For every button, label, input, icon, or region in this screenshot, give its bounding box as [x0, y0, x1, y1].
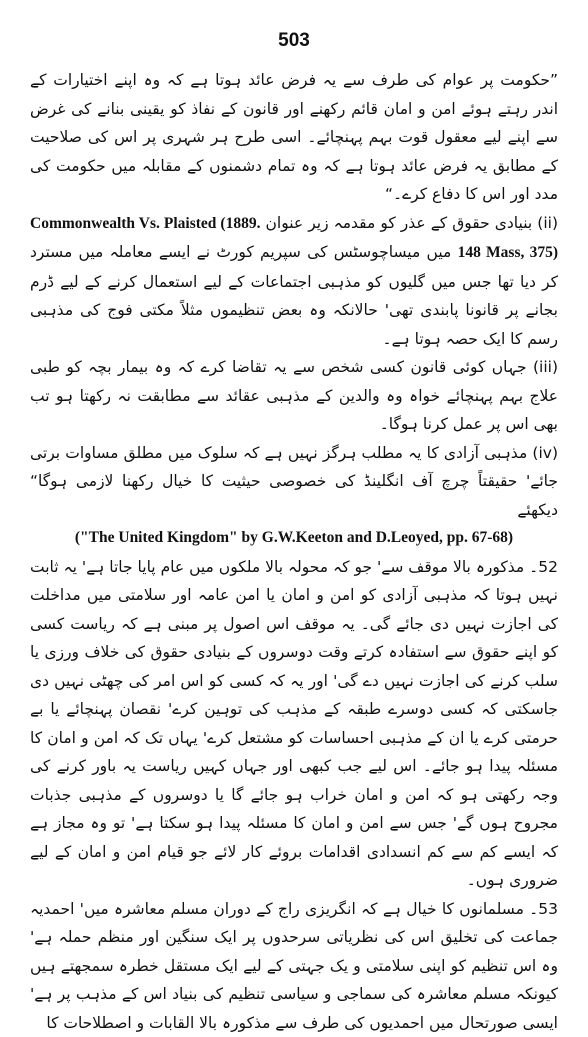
- paragraph-iv: (iv) مذہبی آزادی کا یہ مطلب ہرگز نہیں ہے کہ سلوک میں مطلق مساوات برتی جائے' حقیقتاً چرچ آف انگلینڈ کی خصوصی حیثیت کا خیال رکھنا لازمی ہوگا“ دیکھئے: [30, 439, 558, 525]
- paragraph-53: 53۔ مسلمانوں کا خیال ہے کہ انگریزی راج کے دوران مسلم معاشرہ میں' احمدیہ جماعت کی تخلیق اس کی نظریاتی سرحدوں پر ایک سنگین اور منظم حملہ ہے' وہ اس تنظیم کو اپنی سلامتی و یک جہتی کے لیے ایک مستقل خطرہ سمجھتے ہیں کیونکہ مسلم معاشرہ کی سماجی و سیاسی تنظیم کی بنیاد اس کے مذہب پر ہے' ایسی صورتحال میں احمدیوں کی طرف سے مذکورہ بالا القابات و اصطلاحات کا: [30, 895, 558, 1037]
- paragraph-52: 52۔ مذکورہ بالا موقف سے' جو کہ محولہ بالا ملکوں میں عام پایا جاتا ہے' یہ ثابت نہیں ہوتا کہ مذہبی آزادی کو امن و امان یا امن عامہ اور سلامتی میں مداخلت کی اجازت نہیں دی جائے گی۔ یہ موقف اس اصول پر مبنی ہے کہ ریاست کسی کو اپنے حقوق سے استفادہ کرتے وقت دوسروں کے بنیادی حقوق کی خلاف ورزی یا سلب کرنے کی اجازت نہیں دے گی' اور یہ کہ کسی کو اس امر کی چھٹی نہیں دی جاسکتی کہ کسی دوسرے طبقہ کے مذہب کی توہین کرے' نقصان پہنچائے یا بے حرمتی کرے یا ان کے مذہبی احساسات کو مشتعل کرے' یہاں تک کہ امن و امان کا مسئلہ پیدا ہو جائے۔ اس لیے جب کبھی اور جہاں کہیں ریاست یہ باور کرنے کی وجہ رکھتی ہو کہ امن و امان خراب ہو جائے گا یا دوسروں کے مذہبی جذبات مجروح ہوں گے' جس سے امن و امان کا مسئلہ پیدا ہو سکتا ہے' تو وہ مجاز ہے کہ ایسے کم سے کم انسدادی اقدامات بروئے کار لائے جو قیام امن و امان کے لیے ضروری ہوں۔: [30, 553, 558, 895]
- paragraph-iii: (iii) جہاں کوئی قانون کسی شخص سے یہ تقاضا کرے کہ وہ بیمار بچہ کو طبی علاج بہم پہنچائے خواہ وہ والدین کے مذہبی عقائد سے مطابقت نہ رکھتا ہو تب بھی اس پر عمل کرنا ہوگا۔: [30, 353, 558, 439]
- quoted-paragraph: ”حکومت پر عوام کی طرف سے یہ فرض عائد ہوتا ہے کہ وہ اپنے اختیارات کے اندر رہتے ہوئے امن و امان قائم رکھنے اور قانون کے نفاذ کو یقینی بنانے کی غرض سے اپنے لیے معقول قوت بہم پہنچائے۔ اسی طرح ہر شہری پر اس کی صلاحیت کے مطابق یہ فرض عائد ہوتا ہے کہ وہ تمام دشمنوں کے مقابلہ میں حکومت کی مدد اور اس کا دفاع کرے۔“: [30, 66, 558, 209]
- book-citation: ("The United Kingdom" by G.W.Keeton and D.Leoyed, pp. 67-68): [30, 524, 558, 553]
- page-number: 503: [30, 30, 558, 52]
- paragraph-ii-text: میں میساچوسٹس کی سپریم کورٹ نے ایسے معاملہ میں مسترد کر دیا تھا جس میں گلیوں کو مذہبی اجتماعات کے لیے استعمال کرنے کے لیے ڈرم بجانے پر قانونا پابندی تھی' حالانکہ وہ بعض تنظیموں مثلاً مکتی فوج کی مذہبی رسم کا ایک حصہ ہوتا ہے۔: [30, 243, 558, 348]
- case-citation: Commonwealth Vs. Plaisted (1889. 148 Mass, 375): [30, 215, 558, 262]
- paragraph-ii: [30, 209, 558, 354]
- paragraph-ii-prefix: (ii) بنیادی حقوق کے عذر کو مقدمہ زیر عنوان: [266, 214, 558, 232]
